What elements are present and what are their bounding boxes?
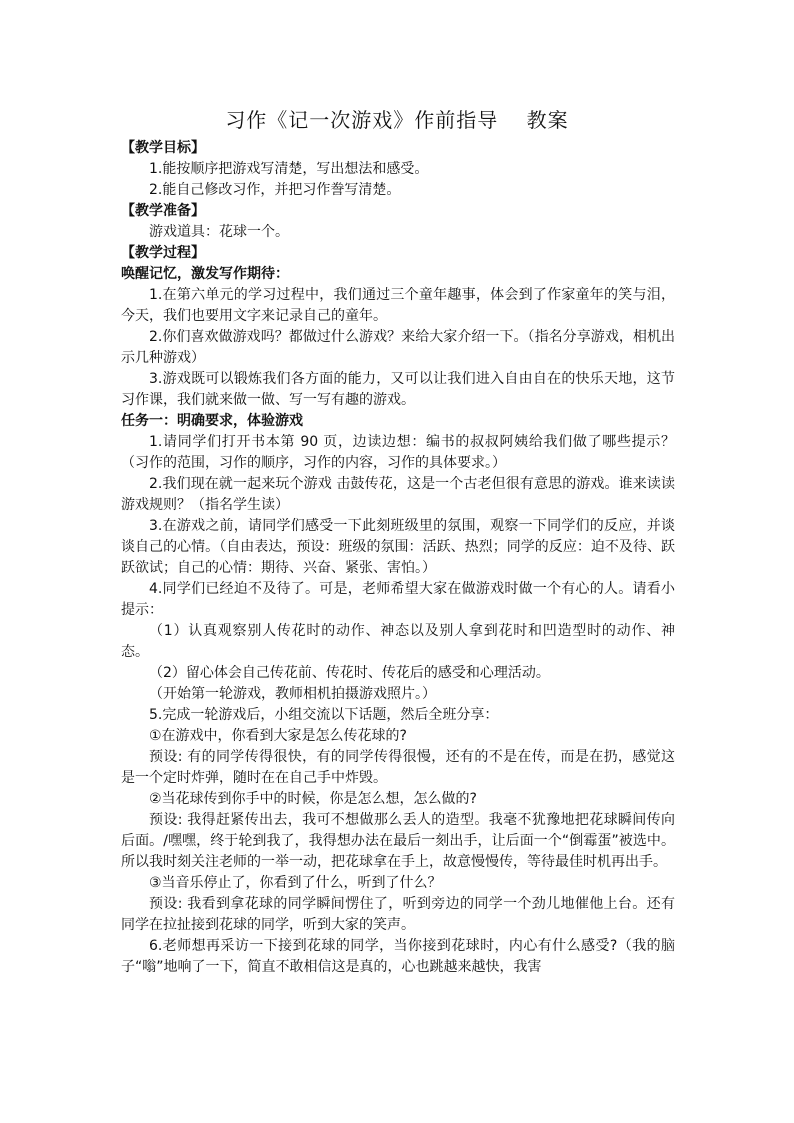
paragraph: 游戏道具：花球一个。 bbox=[149, 224, 289, 240]
paragraph: 2.能自己修改习作，并把习作誊写清楚。 bbox=[149, 182, 401, 198]
paragraph: 4.同学们已经迫不及待了。可是，老师希望大家在做游戏时做一个有心的人。请看小提示： bbox=[121, 581, 675, 618]
paragraph: （开始第一轮游戏，教师相机拍摄游戏照片。） bbox=[149, 686, 436, 702]
paragraph: 1.在第六单元的学习过程中，我们通过三个童年趣事，体会到了作家童年的笑与泪，今天，我们也要用文字来记录自己的童年。 bbox=[121, 287, 675, 324]
paragraph: 2.我们现在就一起来玩个游戏 击鼓传花，这是一个古老但很有意思的游戏。谁来读读游戏规则？（指名学生读） bbox=[121, 476, 675, 513]
paragraph: 1.能按顺序把游戏写清楚，写出想法和感受。 bbox=[149, 161, 429, 177]
paragraph: ③当音乐停止了，你看到了什么，听到了什么？ bbox=[149, 875, 442, 891]
paragraph: 预设: 我得赶紧传出去，我可不想做那么丢人的造型。我毫不犹豫地把花球瞬间传向后面。/嘿嘿，终于轮到我了，我得想办法在最后一刻出手，让后面一个“倒霉蛋”被选中。所以我时刻关注老师的一举一动，把花球拿在手上，故意慢慢传，等待最佳时机再出手。 bbox=[121, 812, 675, 870]
paragraph: 2.你们喜欢做游戏吗？都做过什么游戏？来给大家介绍一下。（指名分享游戏，相机出示几种游戏） bbox=[121, 329, 675, 366]
paragraph: ②当花球传到你手中的时候，你是怎么想，怎么做的? bbox=[149, 791, 477, 807]
paragraph: 预设: 有的同学传得很快，有的同学传得很慢，还有的不是在传，而是在扔，感觉这是一个定时炸弹，随时在在自己手中炸毁。 bbox=[121, 749, 675, 786]
section-heading: 【教学过程】 bbox=[121, 245, 205, 261]
page-title: 习作《记一次游戏》作前指导 教案 bbox=[225, 108, 569, 132]
paragraph: （1）认真观察别人传花时的动作、神态以及别人拿到花时和凹造型时的动作、神态。 bbox=[121, 623, 675, 660]
paragraph: 5.完成一轮游戏后，小组交流以下话题，然后全班分享： bbox=[149, 707, 499, 723]
paragraph: 3.在游戏之前，请同学们感受一下此刻班级里的氛围，观察一下同学们的反应，并谈谈自己的心情。（自由表达，预设：班级的氛围：活跃、热烈；同学的反应：迫不及待、跃跃欲试；自己的心情：期待、兴奋、紧张、害怕。） bbox=[121, 518, 675, 576]
section-heading: 唤醒记忆，激发写作期待： bbox=[121, 266, 289, 282]
paragraph: （2）留心体会自己传花前、传花时、传花后的感受和心理活动。 bbox=[149, 665, 550, 681]
section-heading: 【教学准备】 bbox=[121, 203, 205, 219]
paragraph: 3.游戏既可以锻炼我们各方面的能力，又可以让我们进入自由自在的快乐天地，这节习作课，我们就来做一做、写一写有趣的游戏。 bbox=[121, 371, 675, 408]
paragraph: 6.老师想再采访一下接到花球的同学，当你接到花球时，内心有什么感受?（我的脑子“嗡”地响了一下，简直不敢相信这是真的，心也跳越来越快，我害 bbox=[121, 938, 675, 975]
document-body bbox=[121, 138, 675, 978]
paragraph: ①在游戏中，你看到大家是怎么传花球的? bbox=[149, 728, 407, 744]
section-heading: 任务一：明确要求，体验游戏 bbox=[121, 413, 303, 429]
paragraph: 1.请同学们打开书本第 90 页，边读边想：编书的叔叔阿姨给我们做了哪些提示？（习作的范围，习作的顺序，习作的内容，习作的具体要求。） bbox=[121, 434, 675, 471]
section-heading: 【教学目标】 bbox=[121, 140, 205, 156]
paragraph: 预设: 我看到拿花球的同学瞬间愣住了，听到旁边的同学一个劲儿地催他上台。还有同学在拉扯接到花球的同学，听到大家的笑声。 bbox=[121, 896, 675, 933]
